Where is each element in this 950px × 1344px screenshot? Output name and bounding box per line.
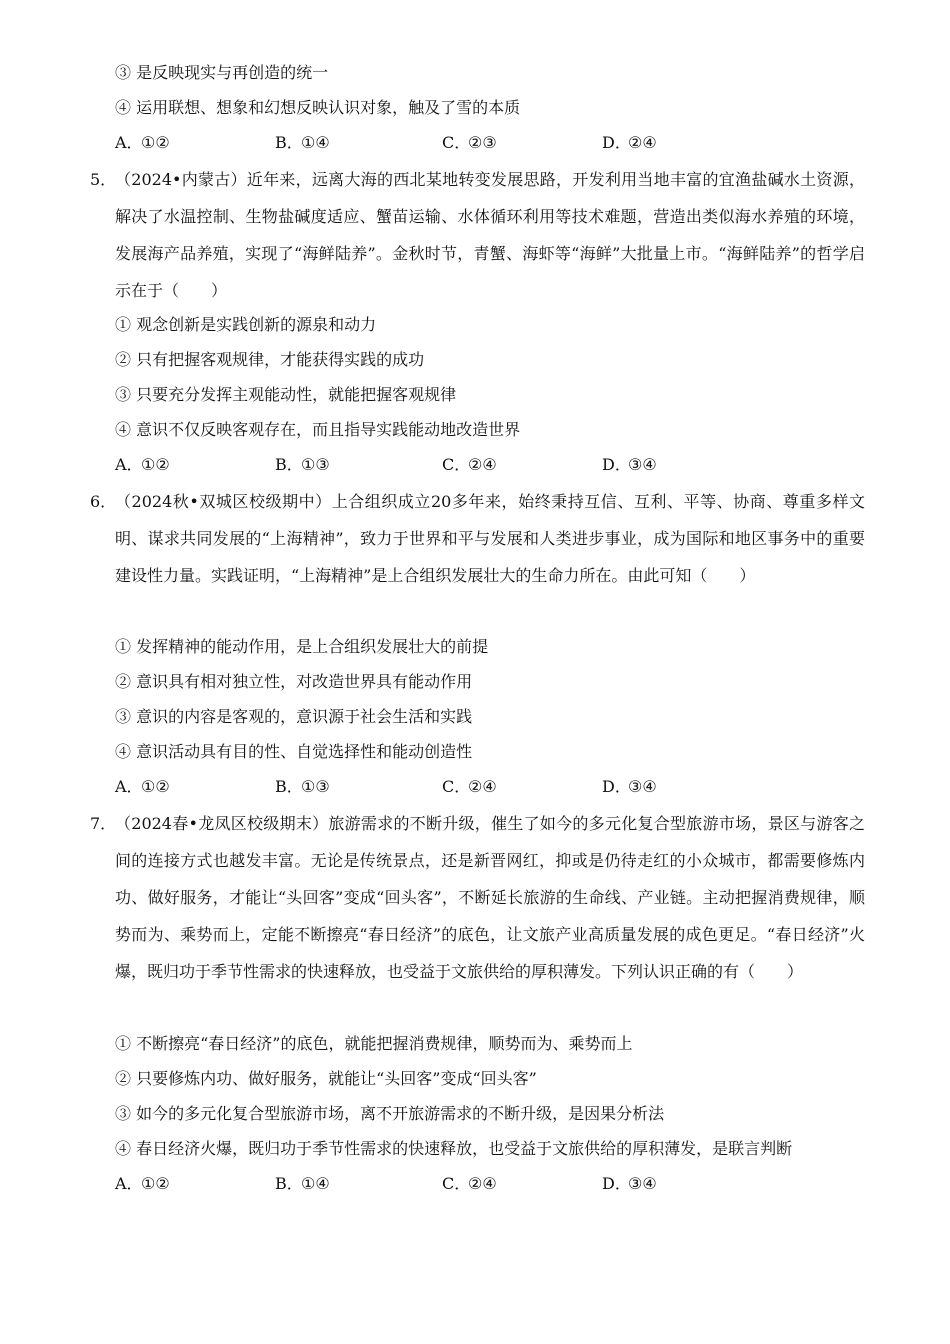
question-5-stem: （2024•内蒙古）近年来，远离大海的西北某地转变发展思路，开发利用当地丰富的宜渔盐碱水土资源，解决了水温控制、生物盐碱度适应、蟹苗运输、水体循环利用等技术难题，营造出类似海水养殖的环境，发展海产品养殖，实现了“海鲜陆养”。金秋时节，青蟹、海虾等“海鲜”大批量上市。“海鲜陆养”的哲学启示在于（ ） (115, 170, 865, 300)
choice-b: B．①③ (275, 455, 330, 474)
question-7-statement-4: ④ 春日经济火爆，既归功于季节性需求的快速释放，也受益于文旅供给的厚积薄发，是联言判断 (115, 1139, 793, 1158)
choice-d: D．③④ (602, 777, 657, 796)
prev-statement-4: ④ 运用联想、想象和幻想反映认识对象，触及了雪的本质 (115, 98, 521, 117)
question-6-statement-4: ④ 意识活动具有目的性、自觉选择性和能动创造性 (115, 742, 473, 761)
choice-c: C．②④ (442, 1174, 497, 1193)
question-6-statement-1: ① 发挥精神的能动作用，是上合组织发展壮大的前提 (115, 637, 489, 656)
question-7-statement-3: ③ 如今的多元化复合型旅游市场，离不开旅游需求的不断升级，是因果分析法 (115, 1104, 665, 1123)
question-5-statement-3: ③ 只要充分发挥主观能动性，就能把握客观规律 (115, 385, 457, 404)
choice-a: A．①② (115, 133, 170, 152)
choice-c: C．②④ (442, 455, 497, 474)
question-5-statement-2: ② 只有把握客观规律，才能获得实践的成功 (115, 350, 425, 369)
question-5-statement-4: ④ 意识不仅反映客观存在，而且指导实践能动地改造世界 (115, 420, 521, 439)
question-5-number: 5． (90, 170, 117, 189)
choice-b: B．①④ (275, 133, 330, 152)
question-7-number: 7． (90, 814, 117, 833)
choice-d: D．③④ (602, 455, 657, 474)
question-7-stem: （2024春•龙凤区校级期末）旅游需求的不断升级，催生了如今的多元化复合型旅游市场，景区与游客之间的连接方式也越发丰富。无论是传统景点，还是新晋网红，抑或是仍待走红的小众城市，都需要修炼内功、做好服务，才能让“头回客”变成“回头客”，不断延长旅游的生命线、产业链。主动把握消费规律，顺势而为、乘势而上，定能不断擦亮“春日经济”的底色，让文旅产业高质量发展的成色更足。“春日经济”火爆，既归功于季节性需求的快速释放，也受益于文旅供给的厚积薄发。下列认识正确的有（ ） (115, 814, 865, 981)
choice-a: A．①② (115, 455, 170, 474)
prev-statement-3: ③ 是反映现实与再创造的统一 (115, 63, 329, 82)
question-6-stem: （2024秋•双城区校级期中）上合组织成立20多年来，始终秉持互信、互利、平等、协商、尊重多样文明、谋求共同发展的“上海精神”，致力于世界和平与发展和人类进步事业，成为国际和地区事务中的重要建设性力量。实践证明，“上海精神”是上合组织发展壮大的生命力所在。由此可知（ ） (115, 492, 865, 585)
choice-c: C．②④ (442, 777, 497, 796)
question-7-statement-2: ② 只要修炼内功、做好服务，就能让“头回客”变成“回头客” (115, 1069, 537, 1088)
choice-a: A．①② (115, 777, 170, 796)
question-6-statement-2: ② 意识具有相对独立性，对改造世界具有能动作用 (115, 672, 473, 691)
question-6-statement-3: ③ 意识的内容是客观的，意识源于社会生活和实践 (115, 707, 473, 726)
choice-c: C．②③ (442, 133, 497, 152)
choice-d: D．③④ (602, 1174, 657, 1193)
question-7-statement-1: ① 不断擦亮“春日经济”的底色，就能把握消费规律，顺势而为、乘势而上 (115, 1034, 633, 1053)
question-6-number: 6． (90, 492, 117, 511)
choice-a: A．①② (115, 1174, 170, 1193)
choice-d: D．②④ (602, 133, 657, 152)
choice-b: B．①③ (275, 777, 330, 796)
choice-b: B．①④ (275, 1174, 330, 1193)
question-5-statement-1: ① 观念创新是实践创新的源泉和动力 (115, 315, 377, 334)
